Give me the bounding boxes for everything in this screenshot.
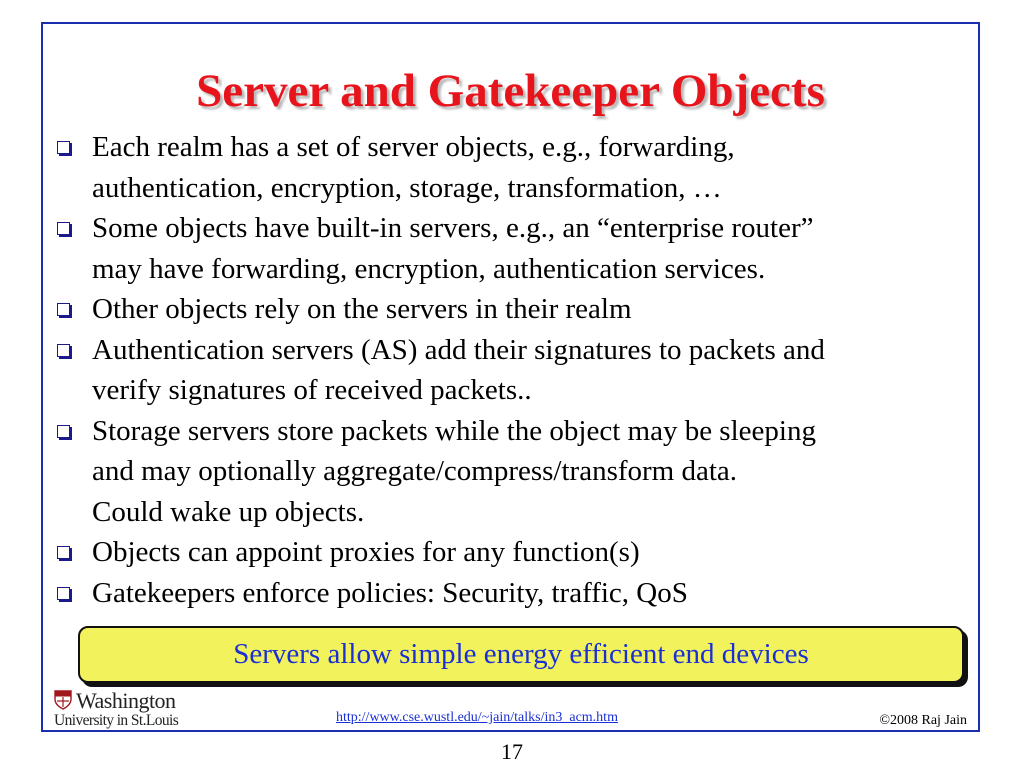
bullet-text-line: Storage servers store packets while the object may be sleeping (92, 414, 816, 447)
square-bullet-icon (57, 546, 70, 559)
bullet-text-line: may have forwarding, encryption, authentication services. (92, 252, 766, 285)
university-shield-icon (54, 690, 72, 710)
callout-text: Servers allow simple energy efficient end devices (233, 638, 809, 670)
bullet-item (55, 289, 970, 330)
bullet-text-line: verify signatures of received packets.. (92, 374, 532, 406)
square-bullet-icon (57, 587, 70, 600)
bullet-text-line: and may optionally aggregate/compress/transform data. (92, 455, 738, 487)
bullet-text-line: authentication, encryption, storage, transformation, … (92, 171, 722, 204)
logo-washington-text: Washington (76, 688, 176, 713)
bullet-item (55, 208, 970, 289)
bullet-text-line: Other objects rely on the servers in their realm (92, 293, 632, 325)
bullet-item (55, 573, 970, 614)
bullet-text-line: Could wake up objects. (92, 495, 365, 528)
page-number: 17 (501, 739, 523, 764)
callout-box (78, 626, 964, 683)
bullet-text-line: Authentication servers (AS) add their signatures to packets and (92, 333, 825, 366)
bullet-text-line: Some objects have built-in servers, e.g., an “enterprise router” (92, 212, 814, 244)
bullet-text-line: Objects can appoint proxies for any function(s) (92, 536, 640, 568)
slide-title: Server and Gatekeeper Objects (196, 65, 825, 117)
university-logo (50, 688, 200, 730)
bullet-list (55, 127, 970, 613)
square-bullet-icon (57, 425, 70, 438)
square-bullet-icon (57, 344, 70, 357)
square-bullet-icon (57, 141, 70, 154)
logo-university-text: University in St.Louis (54, 712, 179, 729)
bullet-item (55, 127, 970, 208)
footer-url-link[interactable]: http://www.cse.wustl.edu/~jain/talks/in3_acm.htm (336, 710, 618, 725)
copyright-text: ©2008 Raj Jain (879, 713, 967, 728)
bullet-text-line: Gatekeepers enforce policies: Security, traffic, QoS (92, 576, 688, 609)
bullet-text-line: Each realm has a set of server objects, e.g., forwarding, (92, 131, 735, 163)
square-bullet-icon (57, 222, 70, 235)
bullet-item (55, 532, 970, 573)
bullet-item (55, 330, 970, 411)
bullet-item (55, 411, 970, 533)
slide-frame (41, 22, 980, 732)
square-bullet-icon (57, 303, 70, 316)
